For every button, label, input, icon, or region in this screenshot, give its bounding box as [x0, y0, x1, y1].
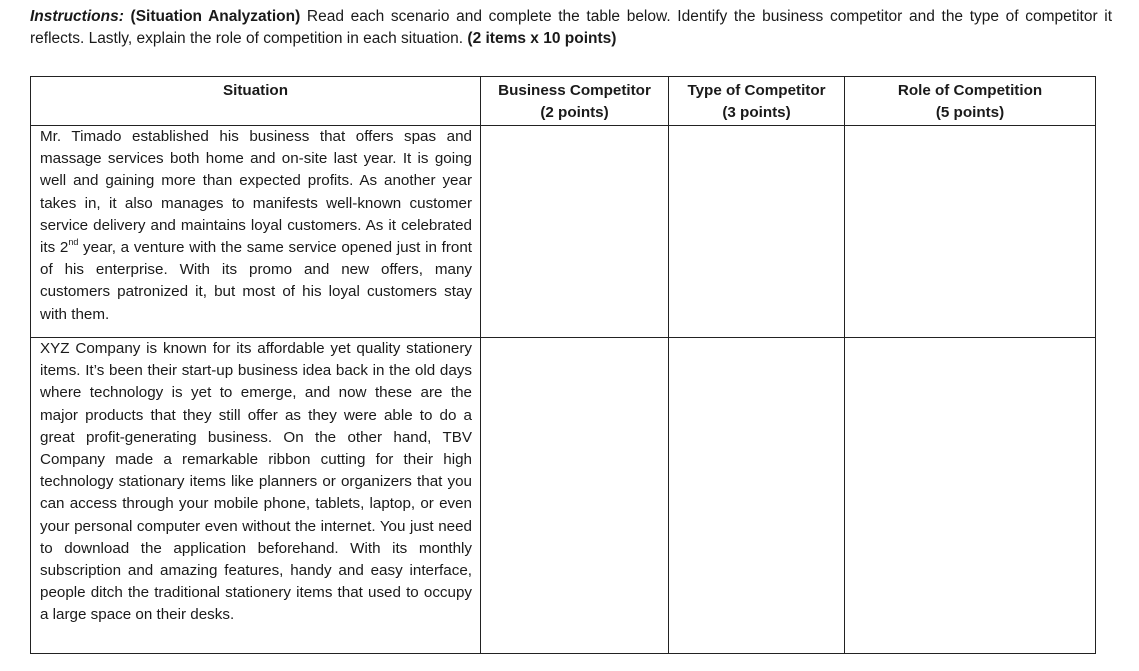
instructions-points: (2 items x 10 points) — [467, 30, 617, 47]
header-role-of-competition-points: (5 points) — [935, 104, 1005, 121]
situation-cell-2 — [31, 338, 481, 654]
situation-cell-1 — [31, 126, 481, 338]
situation-1-text-continued: year, a venture with the same service opened just in front of his enterprise. With its promo and new offers, many customers patronized it, but most of his loyal customers stay with them. — [40, 239, 472, 323]
instructions-body: Read each scenario and complete the table below. Identify the business competitor and the type of competitor it reflects. Lastly, explain the role of competition in each situation. — [30, 8, 1113, 47]
answer-business-competitor-1[interactable] — [481, 126, 669, 338]
answer-type-of-competitor-1[interactable] — [669, 126, 845, 338]
header-business-competitor — [481, 77, 669, 126]
header-situation — [31, 77, 481, 126]
header-role-of-competition-label: Role of Competition — [897, 82, 1043, 99]
header-type-of-competitor — [669, 77, 845, 126]
table-row — [31, 338, 1096, 654]
situation-1-superscript: nd — [68, 237, 79, 248]
instructions-label: Instructions: — [30, 8, 124, 25]
answer-role-of-competition-1[interactable] — [845, 126, 1096, 338]
header-business-competitor-label: Business Competitor — [498, 82, 651, 99]
answer-type-of-competitor-2[interactable] — [669, 338, 845, 654]
header-business-competitor-points: (2 points) — [540, 104, 609, 121]
answer-role-of-competition-2[interactable] — [845, 338, 1096, 654]
instructions-paragraph — [30, 6, 1112, 50]
header-situation-label: Situation — [223, 82, 288, 99]
header-type-of-competitor-label: Type of Competitor — [687, 82, 826, 99]
answer-business-competitor-2[interactable] — [481, 338, 669, 654]
header-type-of-competitor-points: (3 points) — [722, 104, 791, 121]
header-role-of-competition — [845, 77, 1096, 126]
table-header-row — [31, 77, 1096, 126]
situation-1-text: Mr. Timado established his business that offers spas and massage services both home and on-site last year. It is going well and gaining more than expected profits. As another year takes in, it also manages to manifests well-known customer service delivery and maintains loyal customers. As it celebrated its 2 — [40, 128, 472, 257]
situation-2-text: XYZ Company is known for its affordable yet quality stationery items. It’s been their start-up business idea back in the old days where technology is yet to emerge, and now these are the major products that they still offer as they were able to do a great profit-generating business. On the other hand, TBV Company made a remarkable ribbon cutting for their high technology stationary items like planners or organizers that you can access through your mobile phone, tablets, laptop, or even your personal computer even without the internet. You just need to download the application beforehand. With its monthly subscription and amazing features, handy and easy interface, people ditch the traditional stationery items that used to occupy a large space on their desks. — [40, 340, 472, 624]
situation-analysis-table — [30, 76, 1096, 654]
table-row — [31, 126, 1096, 338]
activity-title: (Situation Analyzation) — [130, 8, 301, 25]
